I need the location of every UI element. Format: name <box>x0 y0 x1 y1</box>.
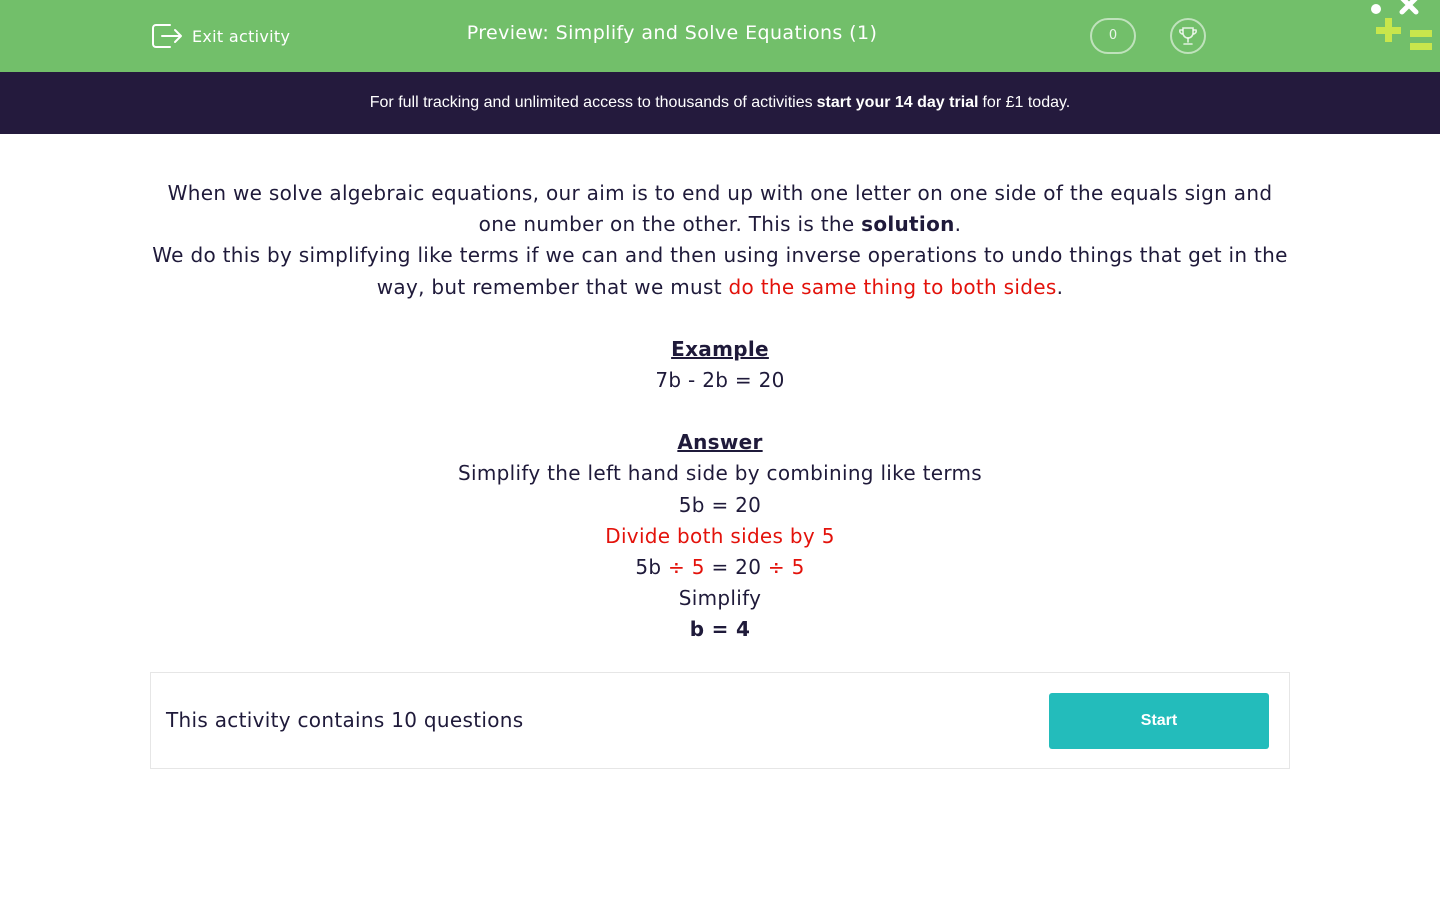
top-bar <box>0 0 1440 72</box>
banner-text-before: For full tracking and unlimited access to thousands of activities <box>369 94 813 111</box>
activity-start-panel <box>150 672 1290 769</box>
lesson-content <box>150 178 1290 646</box>
answer-solution: b = 4 <box>689 617 751 642</box>
example-heading: Example <box>671 336 769 361</box>
solution-term: solution <box>861 212 955 237</box>
same-thing-highlight: do the same thing to both sides <box>728 274 1057 299</box>
example-equation: 7b - 2b = 20 <box>655 368 785 393</box>
question-count-text: This activity contains 10 questions <box>166 708 524 732</box>
trial-banner <box>0 72 1440 134</box>
intro-paragraph-2: We do this by simplifying like terms if we can and then using inverse operations to undo things that get in the way, but remember that we must do the same thing to both sides. <box>152 243 1288 299</box>
banner-trial-link[interactable]: start your 14 day trial <box>816 94 979 111</box>
page-title: Preview: Simplify and Solve Equations (1) <box>466 22 878 44</box>
answer-step-4: 5b ÷ 5 = 20 ÷ 5 <box>635 555 805 580</box>
exit-activity-label: Exit activity <box>192 26 291 46</box>
intro-paragraph-1: When we solve algebraic equations, our aim is to end up with one letter on one side of the equals sign and one number on the other. This is the solution. <box>167 181 1273 237</box>
answer-step-2: 5b = 20 <box>678 492 762 517</box>
answer-heading: Answer <box>677 430 763 455</box>
trophy-button[interactable] <box>1170 18 1206 54</box>
banner-text-after: for £1 today. <box>982 94 1071 111</box>
start-button[interactable]: Start <box>1049 693 1269 749</box>
score-badge: 0 <box>1090 18 1136 54</box>
logo-icon <box>1366 0 1440 60</box>
trophy-icon <box>1177 25 1199 47</box>
answer-step-3: Divide both sides by 5 <box>605 523 835 548</box>
answer-step-5: Simplify <box>678 586 762 611</box>
answer-step-1: Simplify the left hand side by combining like terms <box>457 461 983 486</box>
